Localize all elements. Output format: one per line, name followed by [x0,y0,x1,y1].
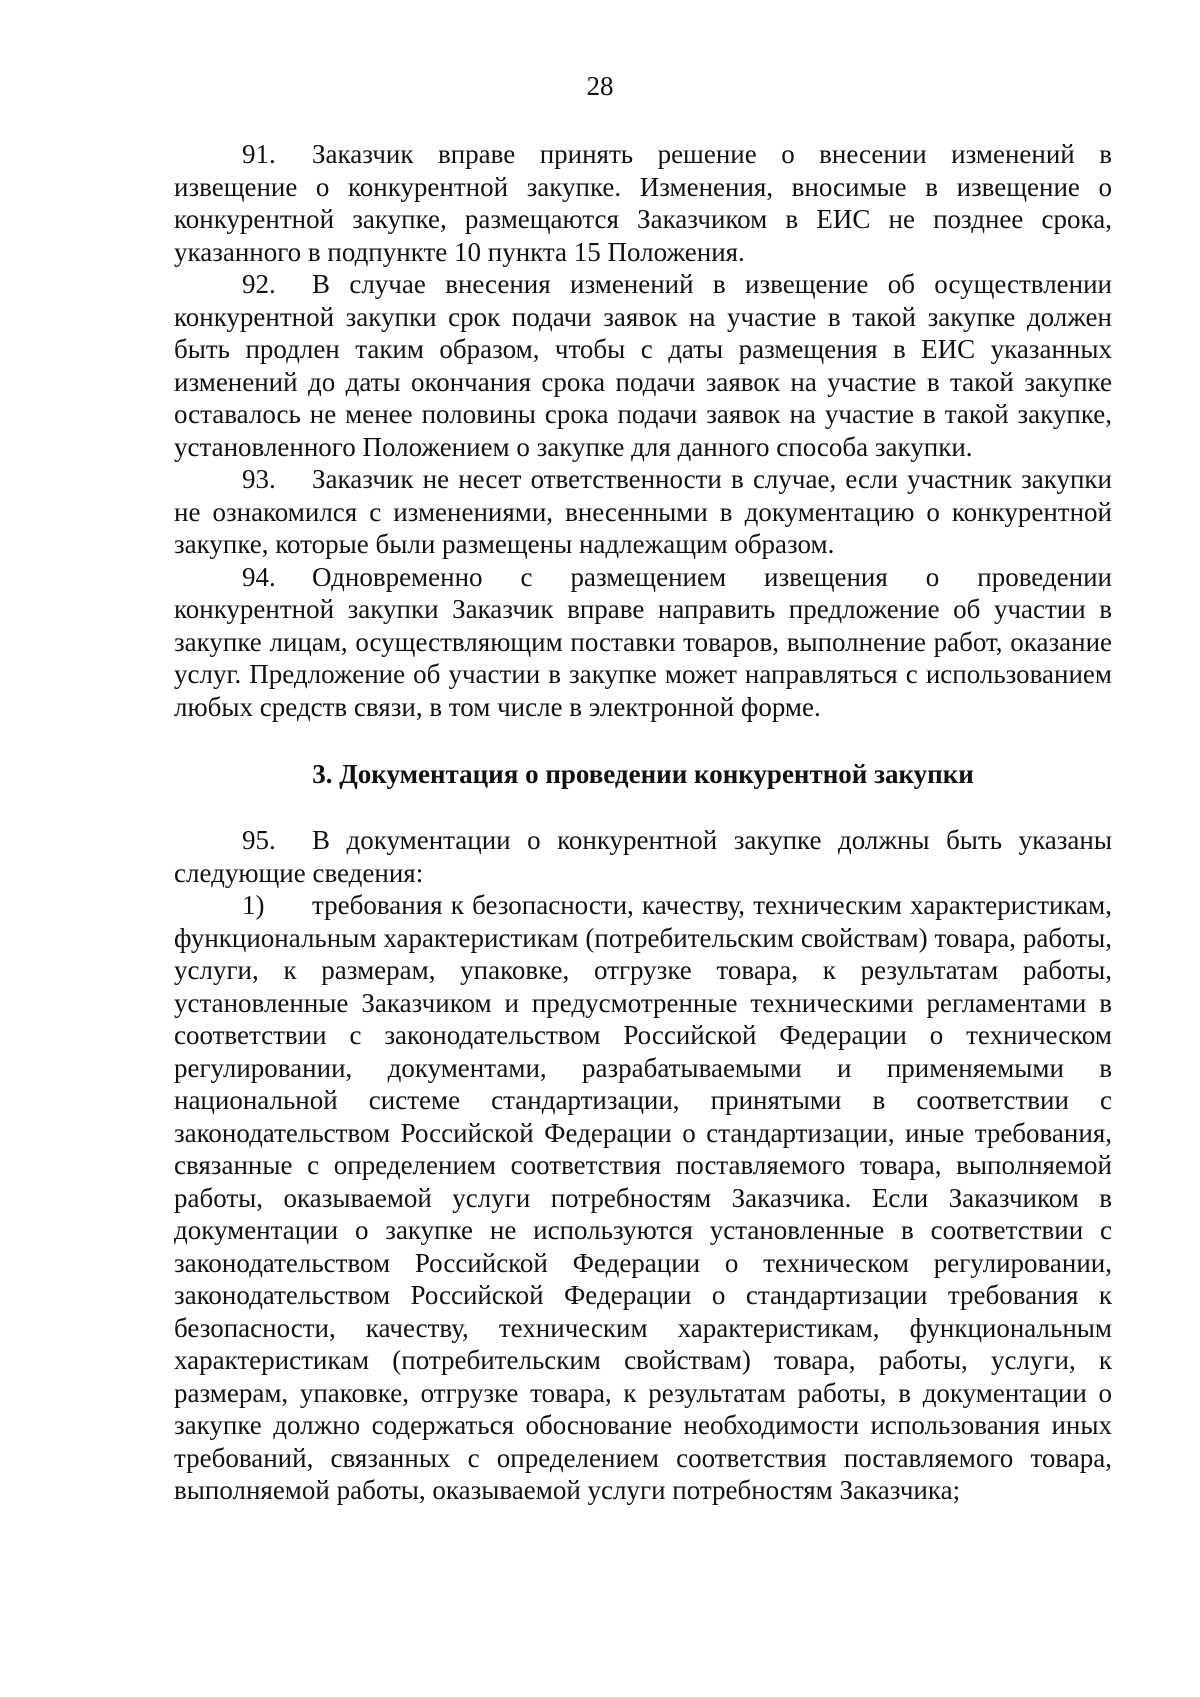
paragraph-91 [174,138,1112,268]
paragraph-number: 91. [242,139,276,169]
section-heading: 3. Документация о проведении конкурентной закупки [312,759,974,789]
subparagraph-number: 1) [242,890,265,920]
paragraph-94 [174,561,1112,724]
paragraph-number: 94. [242,561,276,592]
paragraph-text: В документации о конкурентной закупке должны быть указаны следующие сведения: [174,825,1112,888]
paragraph-number: 92. [242,269,276,299]
page-content [174,138,1112,1507]
page-number: 28 [586,71,614,101]
paragraph-text: Заказчик не несет ответственности в случае, если участник закупки не ознакомился с изменениями, внесенными в документацию о конкурентной закупке, которые были размещены надлежащим образом. [174,464,1112,559]
paragraph-number: 93. [242,464,276,494]
subparagraph-1 [174,889,1112,1507]
paragraph-93 [174,463,1112,561]
paragraph-92 [174,268,1112,463]
subparagraph-text: требования к безопасности, качеству, техническим характеристикам, функциональным характеристикам (потребительским свойствам) товара, работы, услуги, к размерам, упаковке, отгрузке товара, к результатам работы, установленные Заказчиком и предусмотренные техническими регламентами в соответствии с законодательством Российской Федерации о техническом регулировании, документами, разрабатываемыми и применяемыми в национальной системе стандартизации, принятыми в соответствии с законодательством Российской Федерации о стандартизации, иные требования, связанные с определением соответствия поставляемого товара, выполняемой работы, оказываемой услуги потребностям Заказчика. Если Заказчиком в документации о закупке не используются установленные в соответствии с законодательством Российской Федерации о техническом регулировании, законодательством Российской Федерации о стандартизации требования к безопасности, качеству, техническим характеристикам, функциональным характеристикам (потребительским свойствам) товара, работы, услуги, к размерам, упаковке, отгрузке товара, к результатам работы, в документации о закупке должно содержаться обоснование необходимости использования иных требований, связанных с определением соответствия поставляемого товара, выполняемой работы, оказываемой услуги потребностям Заказчика; [174,890,1112,1505]
paragraph-text: В случае внесения изменений в извещение об осуществлении конкурентной закупки срок подачи заявок на участие в такой закупке должен быть продлен таким образом, чтобы с даты размещения в ЕИС указанных изменений до даты окончания срока подачи заявок на участие в такой закупке оставалось не менее половины срока подачи заявок на участие в такой закупке, установленного Положением о закупке для данного способа закупки. [174,269,1112,462]
paragraph-95 [174,824,1112,889]
paragraph-text: Одновременно с размещением извещения о проведении конкурентной закупки Заказчик вправе направить предложение об участии в закупке лицам, осуществляющим поставки товаров, выполнение работ, оказание услуг. Предложение об участии в закупке может направляться с использованием любых средств связи, в том числе в электронной форме. [174,561,1112,722]
paragraph-number: 95. [242,825,276,855]
paragraph-text: Заказчик вправе принять решение о внесении изменений в извещение о конкурентной закупке. Изменения, вносимые в извещение о конкурентной закупке, размещаются Заказчиком в ЕИС не позднее срока, указанного в подпункте 10 пункта 15 Положения. [174,139,1112,267]
